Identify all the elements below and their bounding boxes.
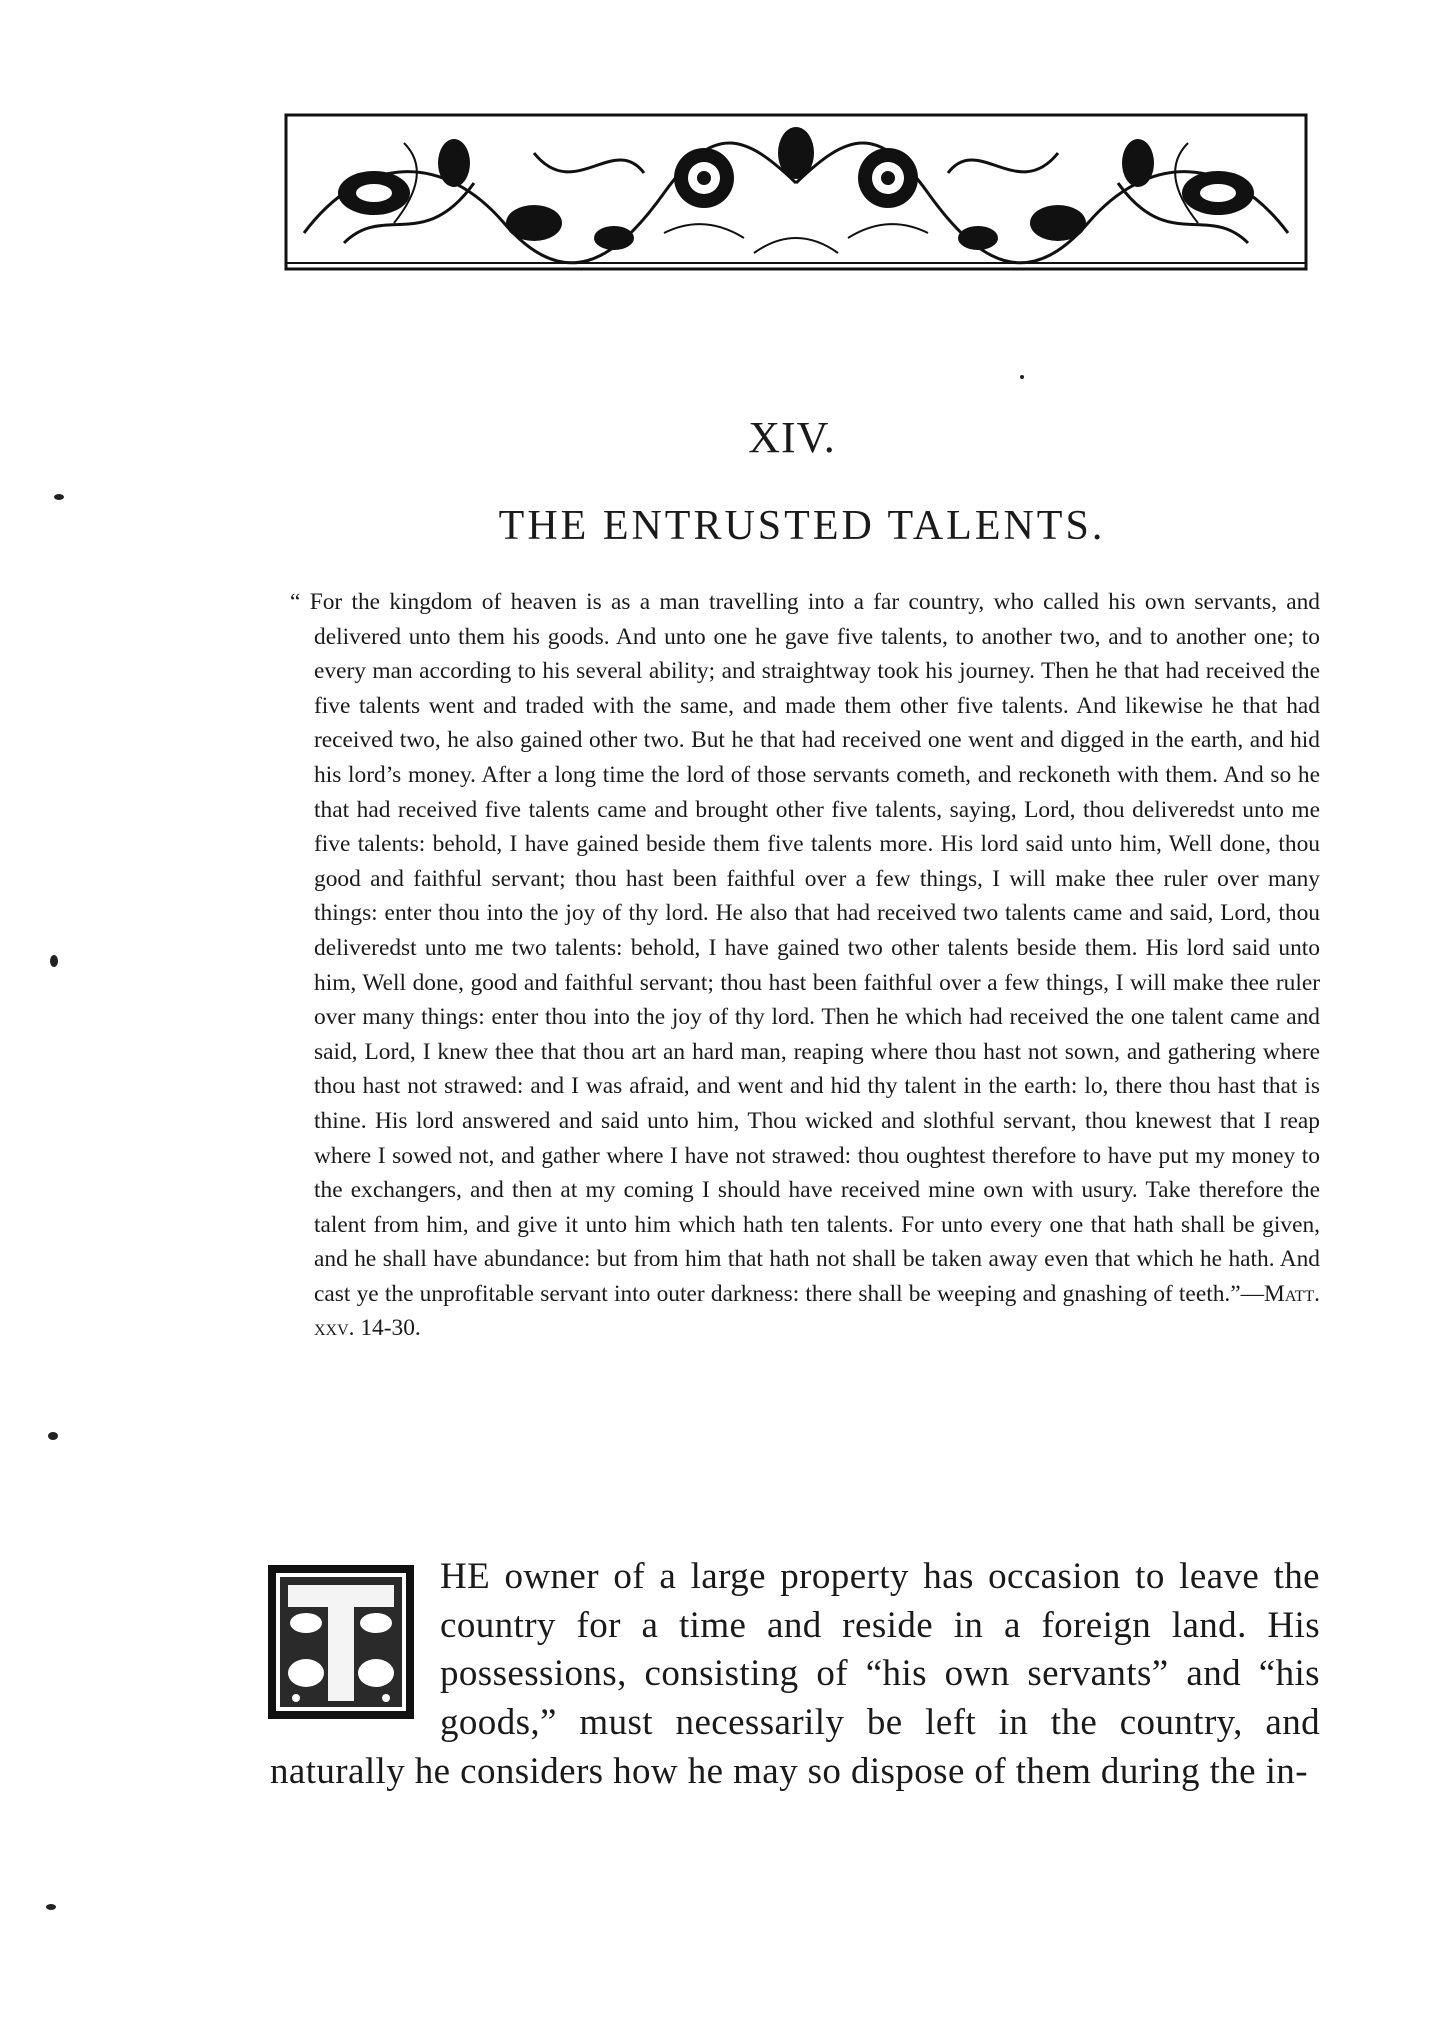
scripture-reference: Matt. xxv. 14-30. [314, 1280, 1320, 1342]
chapter-number: XIV. [748, 413, 836, 462]
ornamental-header-banner [284, 113, 1308, 273]
opening-paragraph [270, 1553, 1320, 1797]
scripture-text: For the kingdom of heaven is as a man travelling into a far country, who called his own servants, and delivered unto them his goods. And unto one he gave five talents, to another two, and to another one; to every man according to his several ability; and straightway took his journey. Then he that had received the five talents went and traded with the same, and made them other five talents. And likewise he that had received two, he also gained other two. But he that had received one went and digged in the earth, and hid his lord’s money. After a long time the lord of those servants cometh, and reckoneth with them. And so he that had received five talents came and brought other five talents, saying, Lord, thou deliveredst unto me five talents: behold, I have gained beside them five talents more. His lord said unto him, Well done, thou good and faithful servant; thou hast been faithful over a few things, I will make thee ruler over many things: enter thou into the joy of thy lord. He also that had received two talents came and said, Lord, thou deliveredst unto me two talents: behold, I have gained two other talents beside them. His lord said unto him, Well done, good and faithful servant; thou hast been faithful over a few things, I will make thee ruler over many things: enter thou into the joy of thy lord. Then he which had received the one talent came and said, Lord, I knew thee that thou art an hard man, reaping where thou hast not sown, and gathering where thou hast not strawed: and I was afraid, and went and hid thy talent in the earth: lo, there thou hast that is thine. His lord answered and said unto him, Thou wicked and slothful servant, thou knewest that I reap where I sowed not, and gather where I have not strawed: thou oughtest therefore to have put my money to the exchangers, and then at my coming I should have received mine own with usury. Take therefore the talent from him, and give it unto him which hath ten talents. For unto every one that hath shall be given, and he shall have abundance: but from him that hath not shall be taken away even that which he hath. And cast ye the unprofitable servant into outer darkness: there shall be weeping and gnashing of teeth.”— [309, 589, 1320, 1307]
margin-speck [54, 494, 64, 500]
margin-speck [46, 1904, 56, 1910]
margin-speck [1020, 375, 1024, 379]
scripture-open-quote: “ [290, 589, 301, 615]
scripture-quotation [290, 585, 1320, 1346]
margin-speck [50, 955, 58, 967]
floral-scroll-ornament [284, 113, 1308, 273]
drop-cap-letter [266, 1563, 416, 1721]
chapter-title: THE ENTRUSTED TALENTS. [498, 503, 1106, 549]
drop-cap [266, 1563, 416, 1721]
opening-text: HE owner of a large property has occasion to leave the country for a time and reside in a foreign land. His possessions, consisting of “his own servants” and “his goods,” must necessarily be left in the country, and naturally he considers how he may so dispose of them during the in- [270, 1556, 1320, 1792]
margin-speck [48, 1432, 58, 1440]
